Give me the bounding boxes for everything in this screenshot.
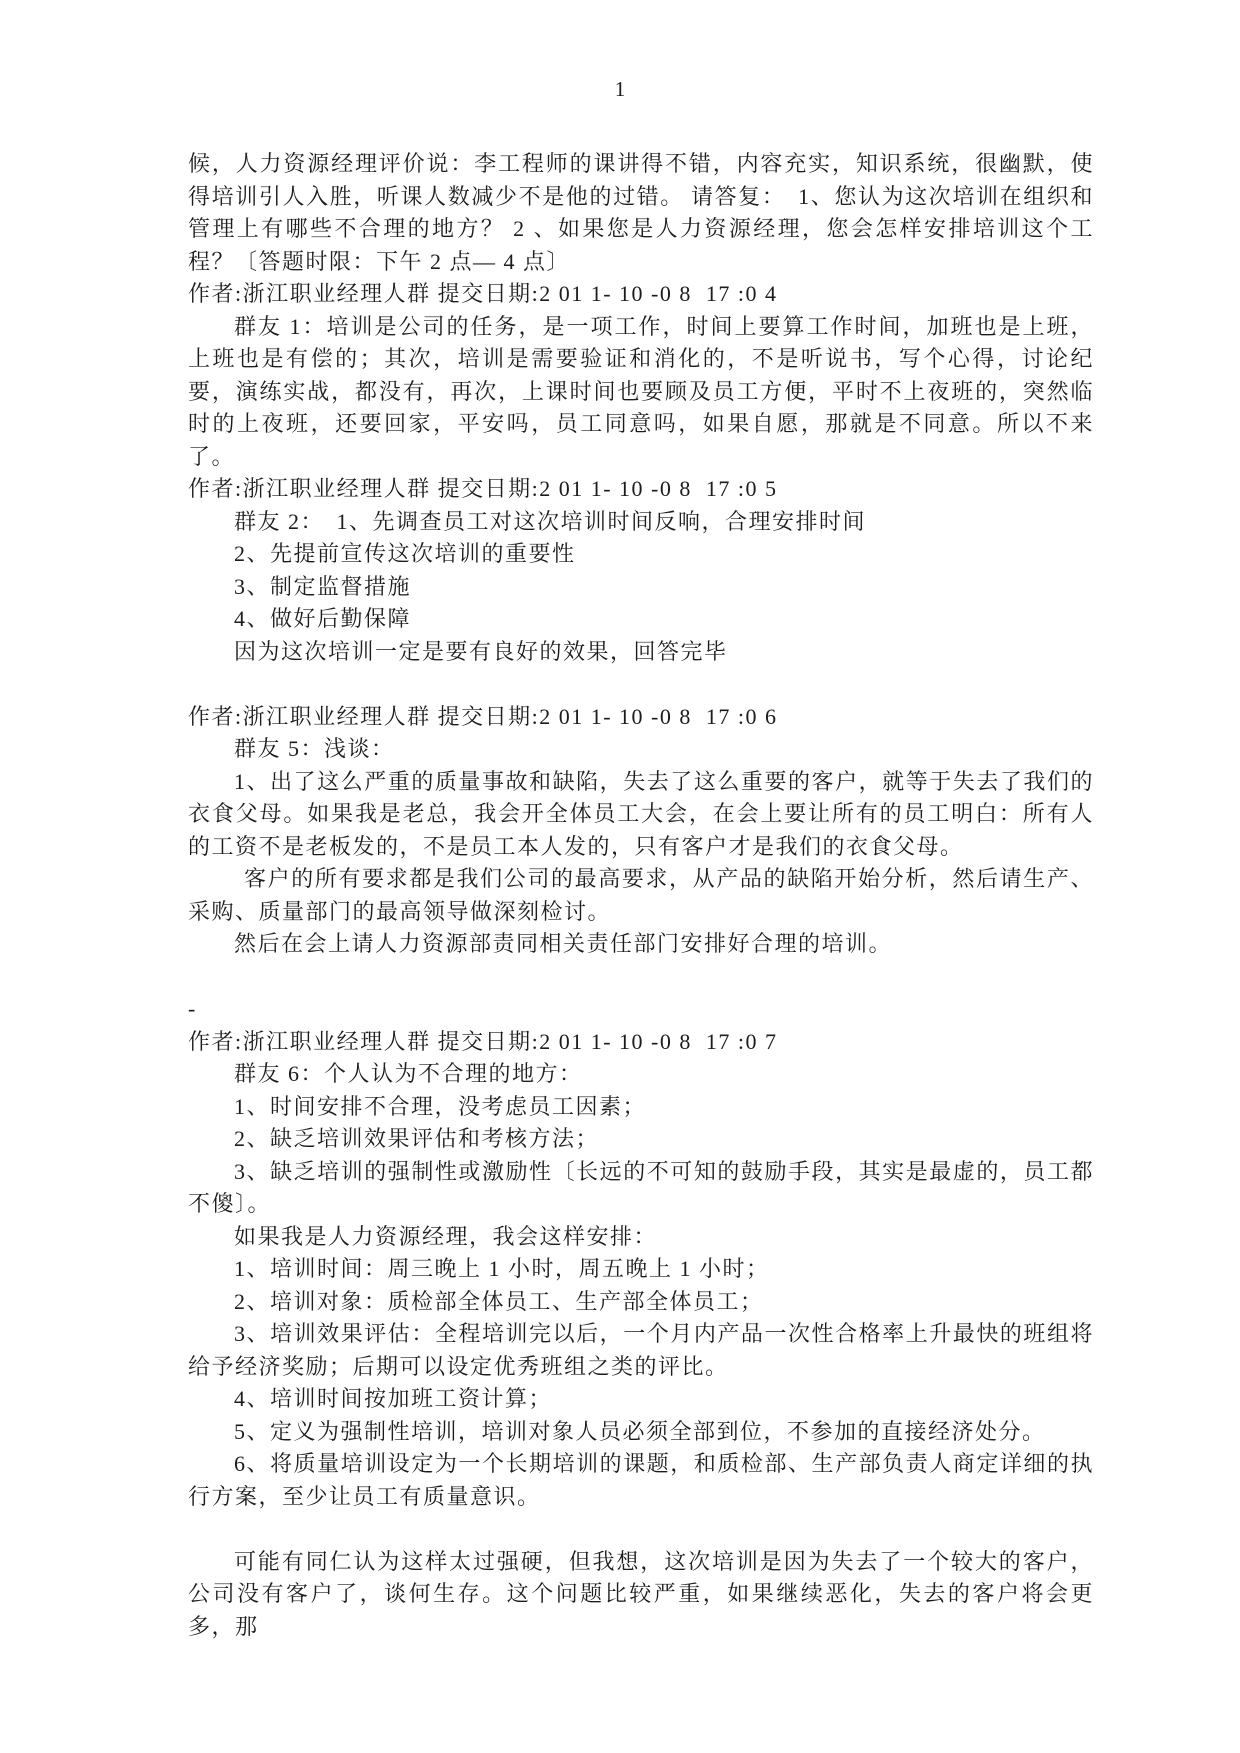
paragraph [188, 961, 1094, 994]
paragraph: 候，人力资源经理评价说：李工程师的课讲得不错，内容充实，知识系统，很幽默，使得培训引人入胜，听课人数减少不是他的过错。 请答复： 1、您认为这次培训在组织和管理上有哪些不合理的地方？ 2 、如果您是人力资源经理，您会怎样安排培训这个工程？〔答题时限：下午 2 点— 4 点〕 [188, 151, 1094, 274]
paragraph: 4、做好后勤保障 [234, 606, 412, 631]
paragraph: 客户的所有要求都是我们公司的最高要求，从产品的缺陷开始分析，然后请生产、采购、质量部门的最高领导做深刻检讨。 [188, 866, 1094, 924]
paragraph: 2、先提前宣传这次培训的重要性 [234, 541, 576, 566]
paragraph: 4、培训时间按加班工资计算； [234, 1386, 553, 1411]
paragraph: 如果我是人力资源经理，我会这样安排： [234, 1223, 658, 1249]
paragraph: 1、培训时间：周三晚上 1 小时，周五晚上 1 小时； [234, 1256, 770, 1281]
paragraph: - [188, 996, 197, 1021]
page-number: 1 [614, 77, 626, 101]
paragraph: 作者:浙江职业经理人群 提交日期:2 01 1- 10 -0 8 17 :0 6 [188, 703, 778, 729]
paragraph-list [188, 148, 1094, 1643]
paragraph: 1、出了这么严重的质量事故和缺陷，失去了这么重要的客户，就等于失去了我们的衣食父母。如果我是老总，我会开全体员工大会，在会上要让所有的员工明白：所有人的工资不是老板发的，不是员工本人发的，只有客户才是我们的衣食父母。 [188, 768, 1094, 859]
paragraph: 因为这次培训一定是要有良好的效果，回答完毕 [234, 638, 728, 664]
paragraph: 2、缺乏培训效果评估和考核方法； [234, 1126, 600, 1151]
paragraph: 6、将质量培训设定为一个长期培训的课题，和质检部、生产部负责人商定详细的执行方案，至少让员工有质量意识。 [188, 1451, 1094, 1509]
paragraph: 3、培训效果评估：全程培训完以后，一个月内产品一次性合格率上升最快的班组将给予经济奖励；后期可以设定优秀班组之类的评比。 [188, 1321, 1094, 1379]
paragraph: 作者:浙江职业经理人群 提交日期:2 01 1- 10 -0 8 17 :0 4 [188, 281, 778, 306]
paragraph: 作者:浙江职业经理人群 提交日期:2 01 1- 10 -0 8 17 :0 5 [188, 476, 778, 501]
paragraph: 然后在会上请人力资源部责同相关责任部门安排好合理的培训。 [234, 931, 893, 956]
paragraph: 群友 1：培训是公司的任务，是一项工作，时间上要算工作时间，加班也是上班，上班也是有偿的；其次，培训是需要验证和消化的，不是听说书，写个心得，讨论纪要，演练实战，都没有，再次，上课时间也要顾及员工方便，平时不上夜班的，突然临时的上夜班，还要回家，平安吗，员工同意吗，如果自愿，那就是不同意。所以不来了。 [188, 313, 1094, 469]
paragraph: 5、定义为强制性培训，培训对象人员必须全部到位，不参加的直接经济处分。 [234, 1418, 1046, 1444]
paragraph [188, 1513, 1094, 1546]
paragraph: 3、制定监督措施 [234, 573, 412, 599]
paragraph: 群友 2： 1、先调查员工对这次培训时间反响，合理安排时间 [234, 508, 867, 534]
paragraph: 群友 6：个人认为不合理的地方： [234, 1061, 583, 1086]
paragraph: 群友 5：浅谈： [234, 736, 395, 761]
paragraph: 作者:浙江职业经理人群 提交日期:2 01 1- 10 -0 8 17 :0 7 [188, 1028, 778, 1054]
paragraph: 1、时间安排不合理，没考虑员工因素； [234, 1093, 647, 1119]
paragraph [188, 668, 1094, 701]
paragraph: 可能有同仁认为这样太过强硬，但我想，这次培训是因为失去了一个较大的客户，公司没有客户了，谈何生存。这个问题比较严重，如果继续恶化，失去的客户将会更多，那 [188, 1548, 1094, 1639]
paragraph: 2、培训对象：质检部全体员工、生产部全体员工； [234, 1288, 764, 1314]
paragraph: 3、缺乏培训的强制性或激励性〔长远的不可知的鼓励手段，其实是最虚的，员工都不傻〕。 [188, 1158, 1094, 1216]
